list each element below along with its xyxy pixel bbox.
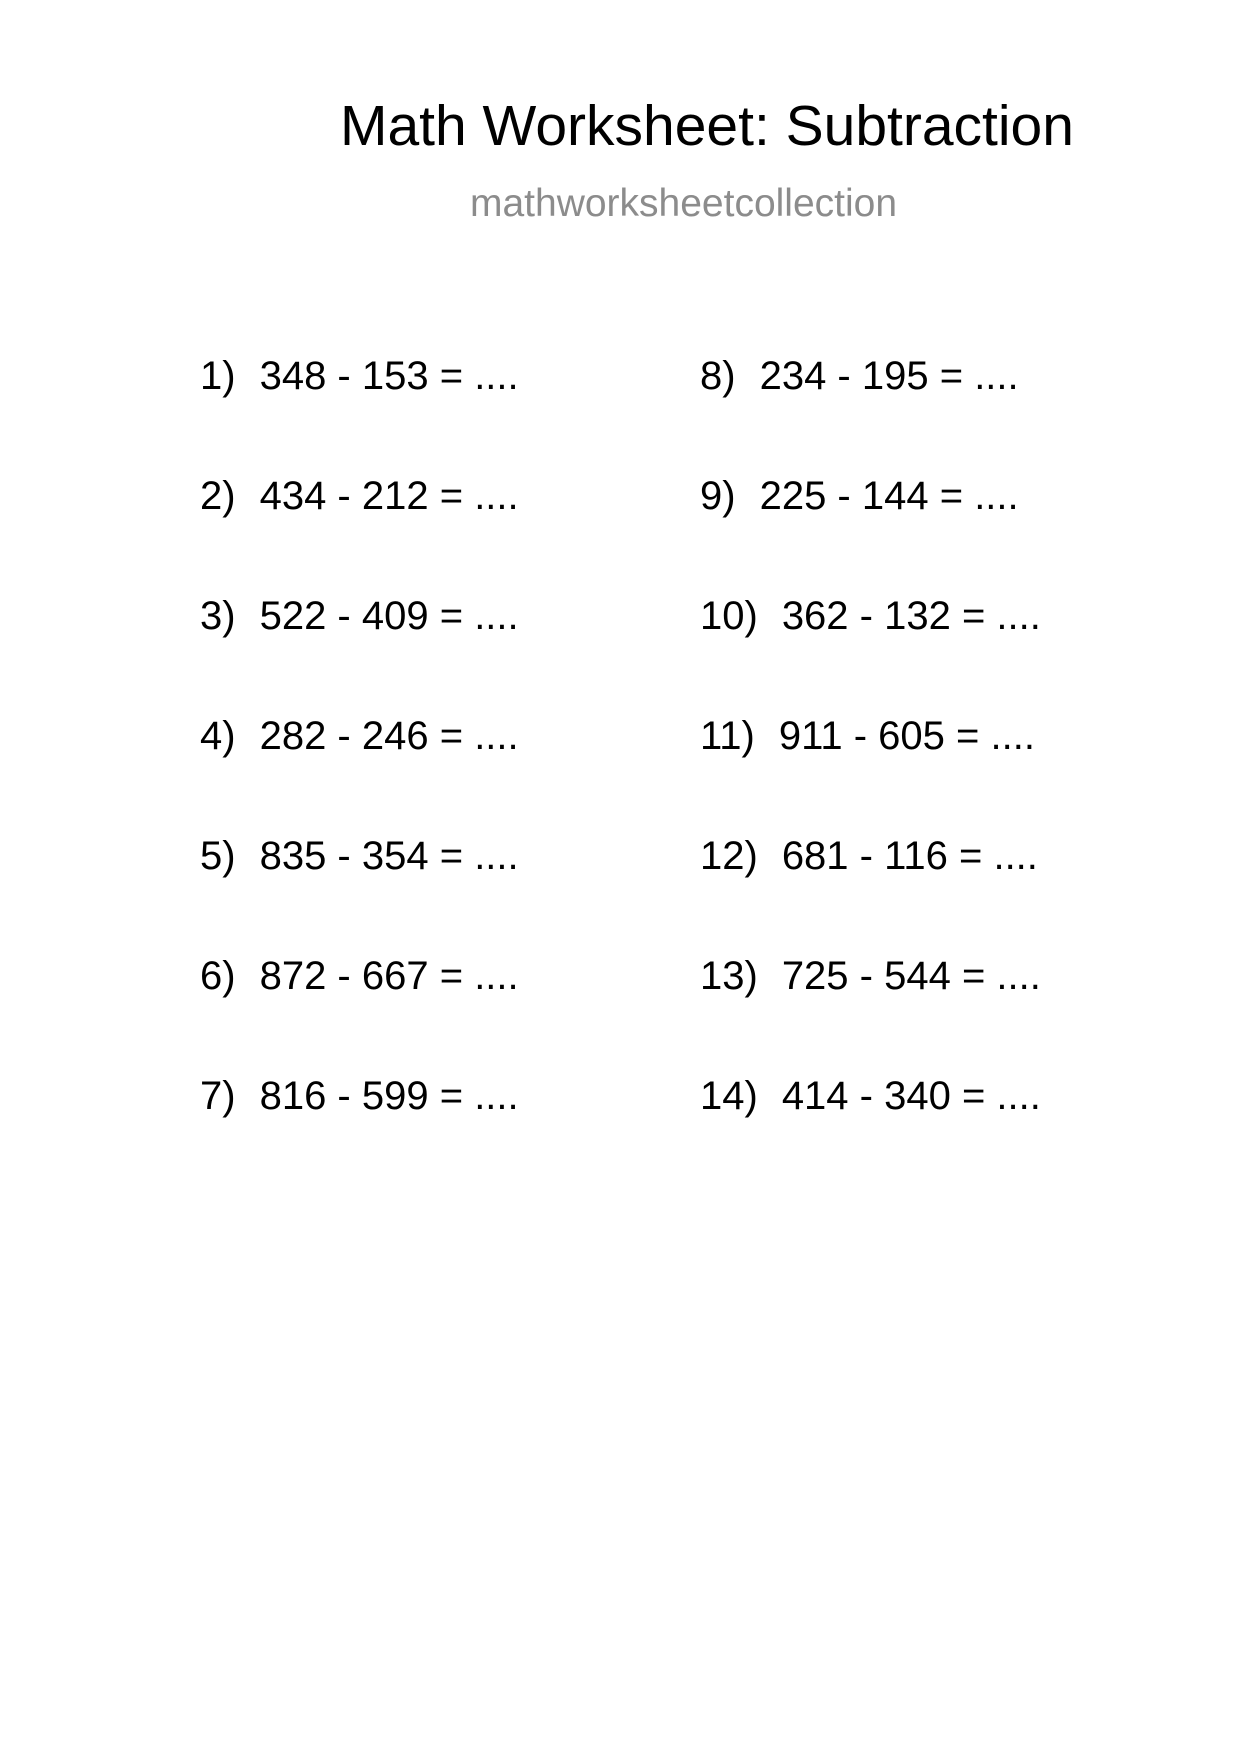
worksheet-source: mathworksheetcollection [470, 182, 898, 225]
problem-number: 7) [200, 1074, 236, 1118]
problem-expression: 522 - 409 = .... [259, 594, 519, 638]
problem-number: 3) [200, 594, 236, 638]
problem-number: 14) [700, 1074, 758, 1118]
problem-expression: 225 - 144 = .... [759, 474, 1019, 518]
problem-number: 4) [200, 714, 236, 758]
problem-number: 11) [700, 714, 755, 758]
problem-item [200, 592, 680, 712]
problem-expression: 681 - 116 = .... [781, 834, 1038, 878]
problem-item [200, 352, 680, 472]
problem-expression: 348 - 153 = .... [259, 354, 519, 398]
problem-item [200, 1072, 680, 1192]
problem-expression: 414 - 340 = .... [781, 1074, 1041, 1118]
problem-item [700, 952, 1180, 1072]
problem-item [200, 712, 680, 832]
problem-number: 13) [700, 954, 758, 998]
problem-expression: 835 - 354 = .... [259, 834, 519, 878]
problem-item [700, 472, 1180, 592]
problem-item [700, 1072, 1180, 1192]
problem-item [200, 832, 680, 952]
problem-column-left [200, 352, 680, 1192]
problem-number: 9) [700, 474, 736, 518]
problem-item [700, 592, 1180, 712]
problem-expression: 911 - 605 = .... [778, 714, 1035, 758]
problem-expression: 362 - 132 = .... [781, 594, 1041, 638]
problem-expression: 816 - 599 = .... [259, 1074, 519, 1118]
problem-number: 10) [700, 594, 758, 638]
problem-number: 2) [200, 474, 236, 518]
problem-number: 12) [700, 834, 758, 878]
problem-expression: 234 - 195 = .... [759, 354, 1019, 398]
problem-number: 8) [700, 354, 736, 398]
problem-item [700, 832, 1180, 952]
problem-item [200, 952, 680, 1072]
problem-item [200, 472, 680, 592]
problem-expression: 434 - 212 = .... [259, 474, 519, 518]
problem-number: 6) [200, 954, 236, 998]
problem-item [700, 712, 1180, 832]
problem-expression: 872 - 667 = .... [259, 954, 519, 998]
worksheet-title: Math Worksheet: Subtraction [340, 94, 1074, 158]
problem-expression: 725 - 544 = .... [781, 954, 1041, 998]
problem-item [700, 352, 1180, 472]
problem-number: 5) [200, 834, 236, 878]
problem-number: 1) [200, 354, 236, 398]
problem-column-right [700, 352, 1180, 1192]
problem-expression: 282 - 246 = .... [259, 714, 519, 758]
